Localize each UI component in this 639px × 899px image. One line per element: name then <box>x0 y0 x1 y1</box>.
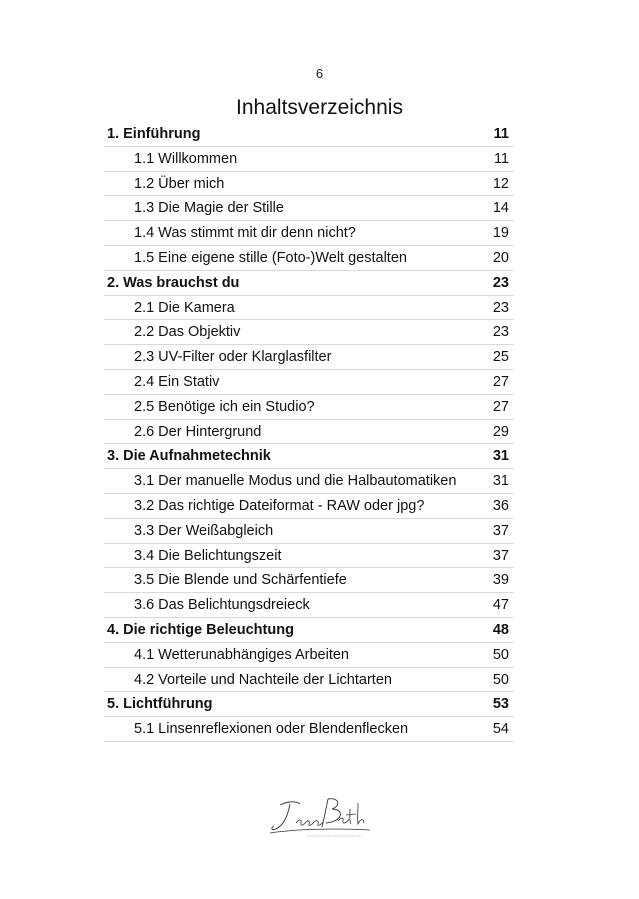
toc-entry-page: 53 <box>492 696 509 713</box>
toc-entry-page: 23 <box>492 299 509 316</box>
toc-entry-page: 23 <box>492 274 509 291</box>
toc-entry-label: 3.4 Die Belichtungszeit <box>134 547 282 564</box>
toc-entry-page: 47 <box>492 597 509 614</box>
toc-entry-label: 4.1 Wetterunabhängiges Arbeiten <box>134 646 349 663</box>
toc-section-row[interactable] <box>104 420 514 445</box>
toc-entry-page: 23 <box>492 324 509 341</box>
toc-entry-label: 3.1 Der manuelle Modus und die Halbautomatiken <box>134 473 457 490</box>
toc-section-row[interactable] <box>104 593 514 618</box>
page-number: 6 <box>315 66 324 81</box>
toc-entry-label: 4. Die richtige Beleuchtung <box>107 621 294 638</box>
toc-entry-page: 31 <box>492 473 509 490</box>
toc-section-row[interactable] <box>104 494 514 519</box>
toc-entry-label: 2.1 Die Kamera <box>134 299 235 316</box>
toc-section-row[interactable] <box>104 395 514 420</box>
toc-chapter-row[interactable] <box>104 444 514 469</box>
toc-entry-label: 3.6 Das Belichtungsdreieck <box>134 597 310 614</box>
toc-entry-label: 3.5 Die Blende und Schärfentiefe <box>134 572 347 589</box>
toc-section-row[interactable] <box>104 370 514 395</box>
toc-section-row[interactable] <box>104 345 514 370</box>
toc-chapter-row[interactable] <box>104 271 514 296</box>
toc-entry-label: 1. Einführung <box>107 126 201 142</box>
toc-entry-label: 3.3 Der Weißabgleich <box>134 522 274 539</box>
toc-entry-label: 2.3 UV-Filter oder Klarglasfilter <box>134 349 332 366</box>
toc-section-row[interactable] <box>104 668 514 693</box>
toc-section-row[interactable] <box>104 246 514 271</box>
toc-entry-page: 11 <box>493 150 509 167</box>
toc-section-row[interactable] <box>104 544 514 569</box>
toc-section-row[interactable] <box>104 196 514 221</box>
toc-section-row[interactable] <box>104 172 514 197</box>
toc-entry-label: 2.2 Das Objektiv <box>134 324 241 341</box>
toc-entry-label: 3.2 Das richtige Dateiformat - RAW oder jpg? <box>134 497 425 514</box>
toc-entry-label: 2.4 Ein Stativ <box>134 373 220 390</box>
toc-entry-page: 37 <box>492 547 509 564</box>
toc-entry-label: 1.4 Was stimmt mit dir denn nicht? <box>134 225 356 242</box>
toc-chapter-row[interactable] <box>104 692 514 717</box>
toc-entry-page: 14 <box>492 200 509 217</box>
toc-entry-label: 2.6 Der Hintergrund <box>134 423 262 440</box>
toc-entry-page: 27 <box>492 398 509 415</box>
toc-entry-label: 3. Die Aufnahmetechnik <box>107 448 271 465</box>
toc-entry-label: 1.2 Über mich <box>134 175 225 192</box>
toc-entry-label: 5.1 Linsenreflexionen oder Blendenflecken <box>134 721 409 738</box>
toc-section-row[interactable] <box>104 221 514 246</box>
toc-entry-label: 2. Was brauchst du <box>107 274 240 291</box>
toc-section-row[interactable] <box>104 717 514 742</box>
toc-entry-page: 37 <box>492 522 509 539</box>
toc-entry-label: 1.5 Eine eigene stille (Foto-)Welt gestalten <box>134 249 407 266</box>
toc-section-row[interactable] <box>104 519 514 544</box>
toc-entry-page: 11 <box>493 126 509 142</box>
toc-entry-page: 25 <box>492 349 509 366</box>
toc-chapter-row[interactable] <box>104 618 514 643</box>
toc-entry-page: 39 <box>492 572 509 589</box>
page-title: Inhaltsverzeichnis <box>236 96 403 119</box>
toc-section-row[interactable] <box>104 643 514 668</box>
toc-entry-page: 20 <box>492 249 509 266</box>
toc-section-row[interactable] <box>104 147 514 172</box>
toc-entry-page: 50 <box>492 646 509 663</box>
toc-section-row[interactable] <box>104 296 514 321</box>
toc-entry-label: 2.5 Benötige ich ein Studio? <box>134 398 315 415</box>
toc-section-row[interactable] <box>104 568 514 593</box>
toc-entry-label: 1.1 Willkommen <box>134 150 238 167</box>
toc-entry-page: 48 <box>492 621 509 638</box>
toc-entry-page: 29 <box>492 423 509 440</box>
table-of-contents <box>104 122 514 742</box>
toc-section-row[interactable] <box>104 320 514 345</box>
toc-entry-label: 4.2 Vorteile und Nachteile der Lichtarten <box>134 671 392 688</box>
toc-entry-page: 36 <box>492 497 509 514</box>
signature-logo <box>266 795 376 841</box>
toc-entry-label: 1.3 Die Magie der Stille <box>134 200 284 217</box>
toc-entry-label: 5. Lichtführung <box>107 696 213 713</box>
toc-entry-page: 31 <box>492 448 509 465</box>
toc-entry-page: 54 <box>492 721 509 738</box>
toc-section-row[interactable] <box>104 469 514 494</box>
toc-entry-page: 12 <box>492 175 509 192</box>
toc-entry-page: 27 <box>492 373 509 390</box>
toc-entry-page: 50 <box>492 671 509 688</box>
toc-chapter-row[interactable] <box>104 122 514 147</box>
toc-entry-page: 19 <box>492 225 509 242</box>
